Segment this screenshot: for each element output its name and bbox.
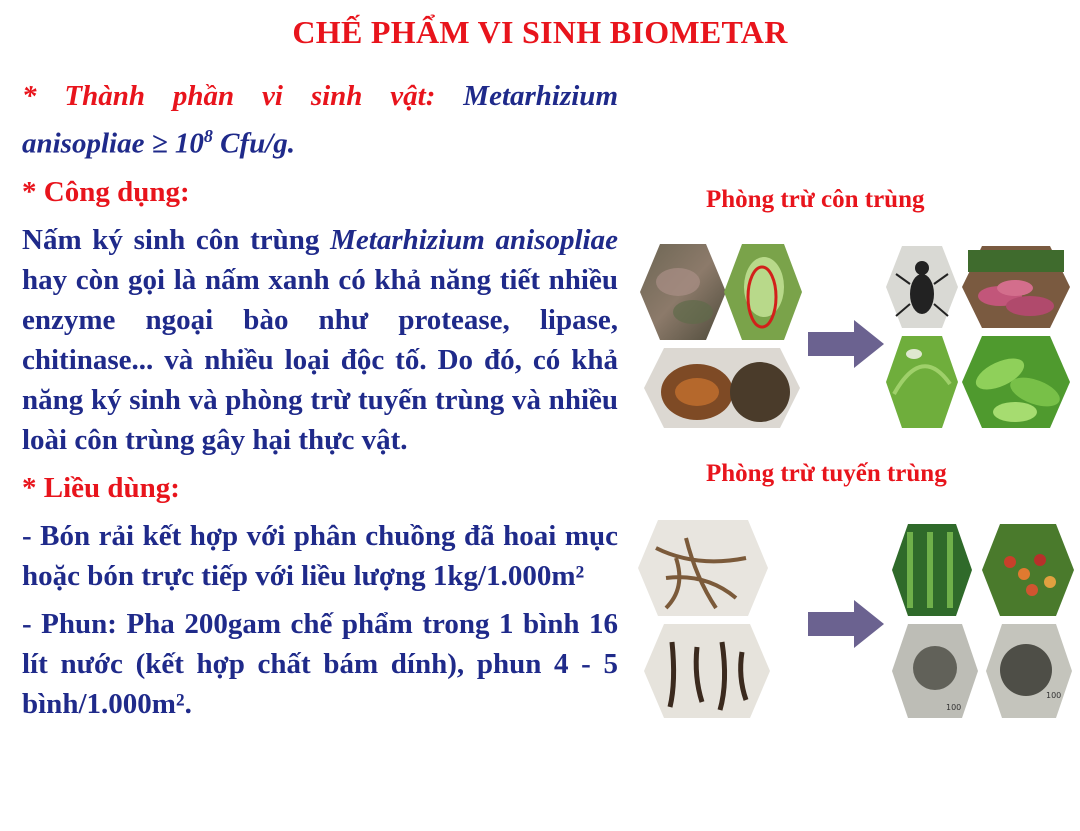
root-knot-photo: [636, 518, 770, 618]
dosage-item-2: - Phun: Pha 200gam chế phẩm trong 1 bình 16 lít nước (kết hợp chất bám dính), phun 4 - 5 bình/1.000m².: [22, 607, 618, 720]
exponent: 8: [203, 126, 213, 146]
usage-paragraph: [22, 220, 618, 460]
usage-species: anisopliae: [495, 223, 618, 256]
sweet-potato-photo: [960, 244, 1072, 330]
crop-leaves-photo: [960, 334, 1072, 430]
arrow-right-icon: [808, 318, 886, 370]
usage-intro: Nấm ký sinh côn trùng: [22, 223, 331, 256]
caption-insects: Phòng trừ côn trùng: [706, 186, 925, 213]
composition-paragraph: [22, 76, 618, 164]
usage-body: hay còn gọi là nấm xanh có khả năng tiết nhiều enzyme ngoại bào như protease, lipase, chitinase... và nhiều loại độc tố. Do đó, có khả năng ký sinh và phòng trừ tuyến trùng và nhiều loài côn trùng gây hại thực vật.: [22, 263, 618, 456]
composition-label: * Thành phần vi sinh vật:: [22, 80, 436, 112]
dosage-item-1: - Bón rải kết hợp với phân chuồng đã hoai mục hoặc bón trực tiếp với liều lượng 1kg/1.000m²: [22, 519, 618, 592]
left-text-column: [22, 76, 618, 732]
dosage-heading: * Liều dùng:: [22, 471, 180, 504]
scale-label-2: 100: [1046, 691, 1062, 700]
leaf-pest-photo: [884, 334, 960, 430]
organism-name-line2: anisopliae ≥ 10: [22, 127, 204, 160]
microscope-spores-photo-2: [984, 622, 1074, 720]
infected-insect-photo: [722, 242, 804, 342]
pepper-plants-photo: [890, 522, 974, 618]
usage-genus: Metarhizium: [330, 223, 485, 256]
infected-tuber-photo: [642, 346, 802, 430]
arrow-right-icon-2: [808, 598, 886, 650]
beetle-photo: [884, 244, 960, 330]
caption-nematodes: Phòng trừ tuyến trùng: [706, 460, 947, 487]
diseased-roots-photo: [642, 622, 772, 720]
coffee-berries-photo: [980, 522, 1076, 618]
organism-name-line1: Metarhizium: [463, 80, 618, 112]
scale-label-1: 100: [946, 703, 962, 712]
infected-leaf-litter-photo: [638, 242, 728, 342]
unit-text: Cfu/g.: [212, 127, 296, 160]
page-title: CHẾ PHẨM VI SINH BIOMETAR: [292, 14, 788, 50]
microscope-spores-photo: [890, 622, 980, 720]
usage-heading: * Công dụng:: [22, 175, 190, 208]
